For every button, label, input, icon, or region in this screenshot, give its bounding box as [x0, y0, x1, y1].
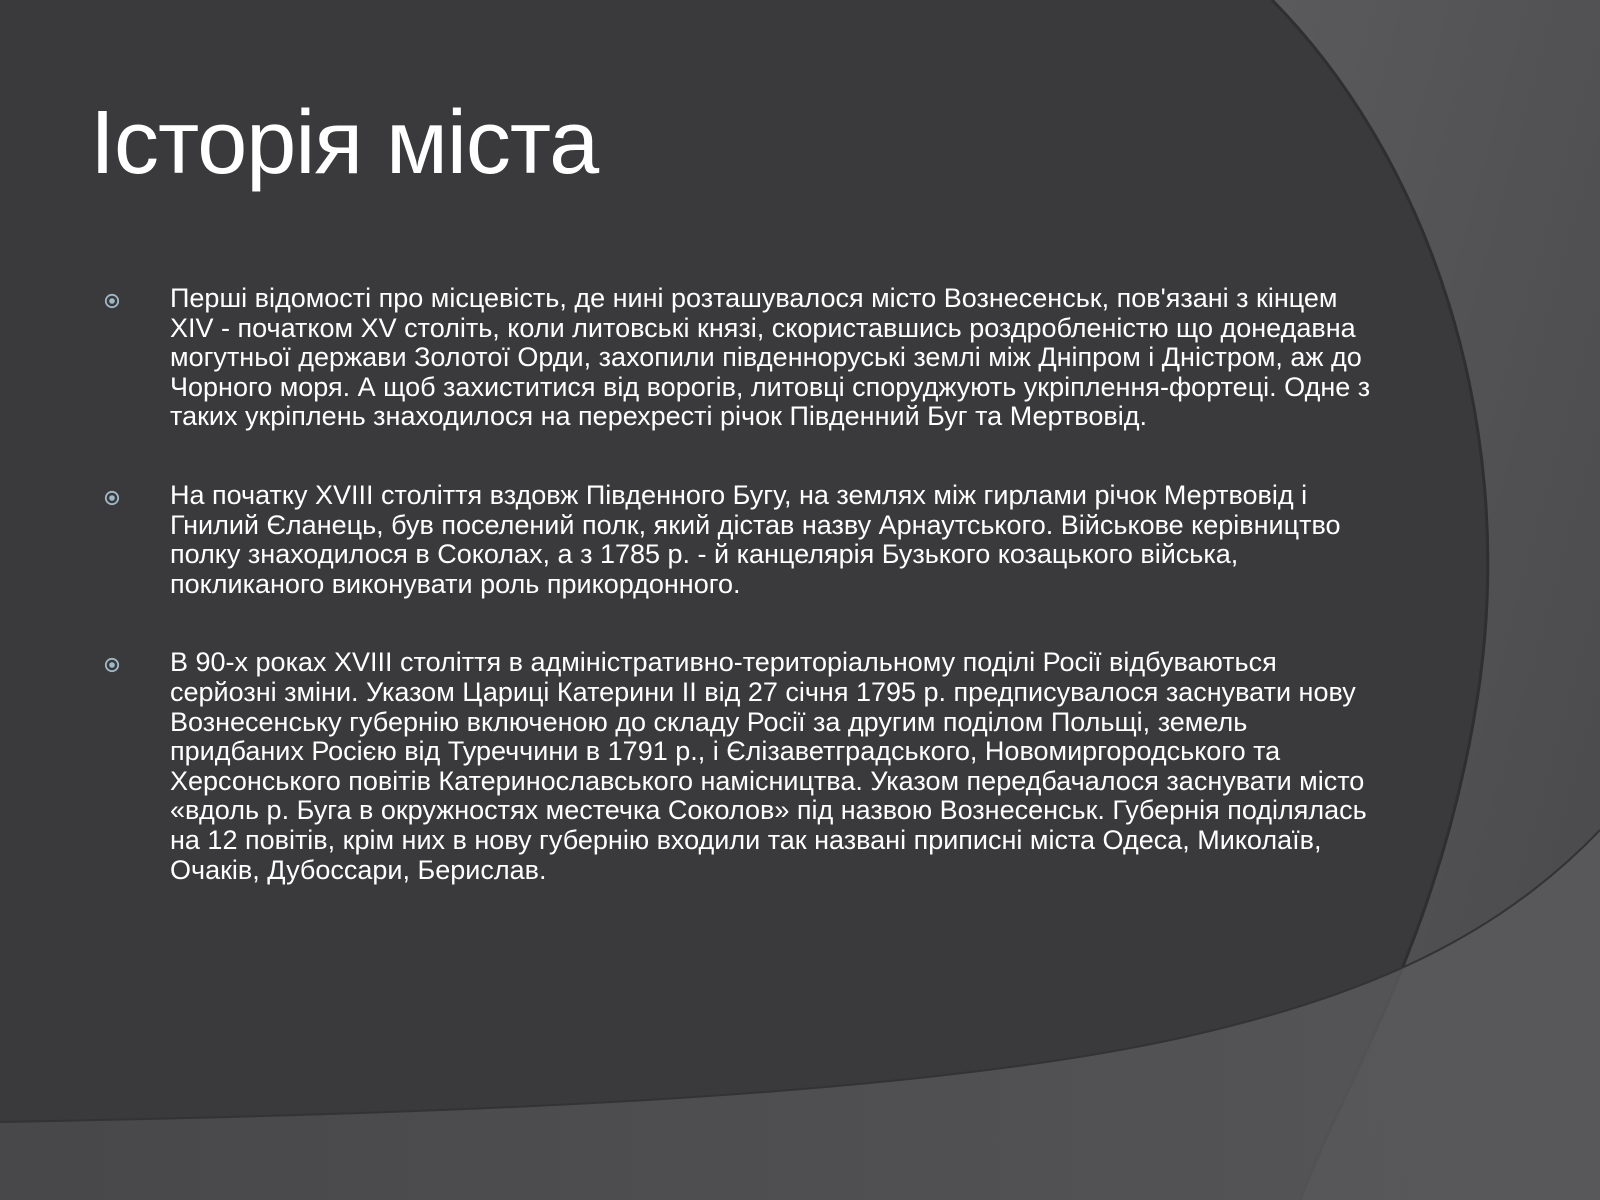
bullet-item — [100, 481, 1380, 599]
bullet-text: В 90-х роках XVIII століття в адміністративно-територіальному поділі Росії відбуваються серйозні зміни. Указом Цариці Катерини II від 27 січня 1795 р. предписувалося заснувати нову Вознесенську губернію включеною до складу Росії за другим поділом Польщі, земель придбаних Росією від Туреччини в 1791 р., і Єлізаветградського, Новомиргородського та Херсонського повітів Катеринославського намісництва. Указом передбачалося заснувати місто «вдоль р. Буга в окружностях местечка Соколов» під назвою Вознесенськ. Губернія поділялась на 12 повітів, крім них в нову губернію входили так названі приписні міста Одеса, Миколаїв, Очаків, Дубоссари, Берислав. — [170, 647, 1367, 885]
bullet-text: Перші відомості про місцевість, де нині розташувалося місто Вознесенськ, пов'язані з кінцем XIV - початком XV століть, коли литовські князі, скориставшись роздробленістю що донедавна могутньої держави Золотої Орди, захопили південноруські землі між Дніпром і Дністром, аж до Чорного моря. А щоб захиститися від ворогів, литовці споруджують укріплення-фортеці. Одне з таких укріплень знаходилося на перехресті річок Південний Буг та Мертвовід. — [170, 283, 1371, 432]
circled-dot-icon — [104, 657, 120, 673]
slide-title: Історія міста — [90, 93, 599, 193]
bullet-list — [100, 284, 1380, 934]
bullet-item — [100, 648, 1380, 885]
circled-dot-icon — [104, 490, 120, 506]
bullet-text: На початку XVIII століття вздовж Південного Бугу, на землях між гирлами річок Мертвовід і Гнилий Єланець, був поселений полк, який дістав назву Арнаутського. Військове керівництво полку знаходилося в Соколах, а з 1785 р. - й канцелярія Бузького козацького війська, покликаного виконувати роль прикордонного. — [170, 479, 1341, 599]
circled-dot-icon — [104, 293, 120, 309]
bullet-item — [100, 284, 1380, 432]
